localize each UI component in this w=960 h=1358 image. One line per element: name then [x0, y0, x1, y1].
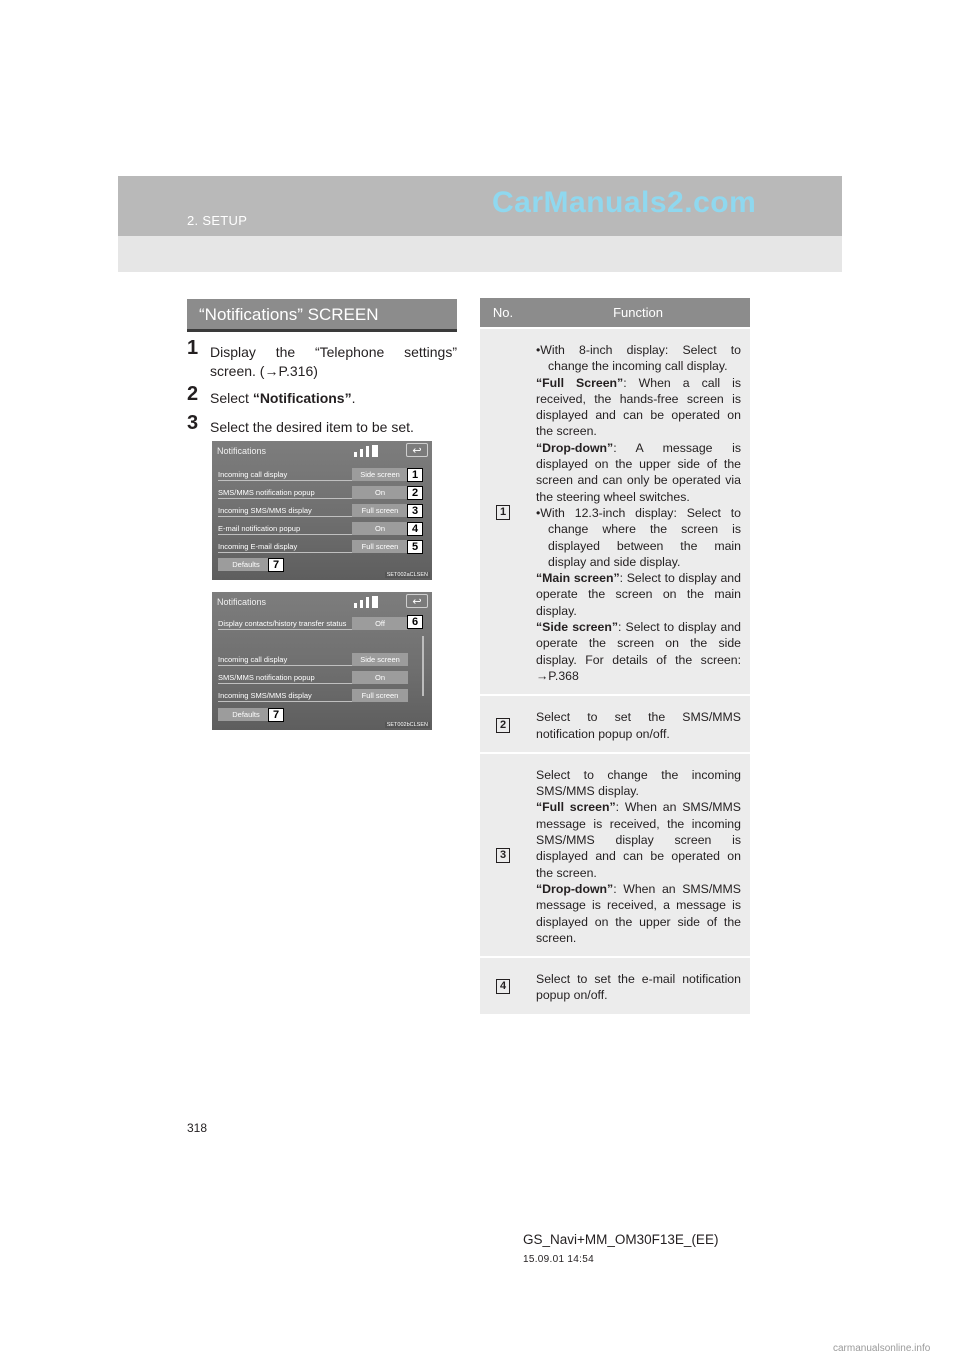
callout-tag: 1: [407, 468, 423, 482]
callout-tag: 5: [407, 540, 423, 554]
step-number: 1: [187, 337, 199, 359]
setting-label: Incoming call display: [218, 469, 352, 481]
back-icon[interactable]: ↩: [406, 443, 428, 457]
setting-row[interactable]: [216, 468, 426, 481]
setting-value[interactable]: On: [352, 522, 408, 535]
row-number: 4: [496, 979, 510, 994]
table-row: [480, 328, 750, 695]
setting-value[interactable]: Side screen: [352, 468, 408, 481]
setting-row[interactable]: [216, 689, 426, 702]
step-number: 2: [187, 383, 199, 405]
defaults-button[interactable]: Defaults: [218, 558, 274, 571]
figure-code: SET002aCLSEN: [386, 572, 428, 578]
setting-value[interactable]: On: [352, 671, 408, 684]
footer-timestamp: 15.09.01 14:54: [523, 1254, 594, 1265]
setting-label: SMS/MMS notification popup: [218, 672, 352, 684]
setting-row[interactable]: [216, 504, 426, 517]
section-heading: “Notifications” SCREEN: [187, 299, 457, 332]
setting-label: Display contacts/history transfer status: [218, 618, 352, 630]
setting-label: Incoming SMS/MMS display: [218, 690, 352, 702]
setting-row[interactable]: [216, 540, 426, 553]
page-number: 318: [187, 1121, 208, 1135]
column-header-no: No.: [480, 298, 526, 328]
back-icon[interactable]: ↩: [406, 594, 428, 608]
callout-tag: 7: [268, 708, 284, 722]
figure-code: SET002bCLSEN: [386, 722, 428, 728]
footer-code: GS_Navi+MM_OM30F13E_(EE): [523, 1232, 719, 1247]
callout-tag: 3: [407, 504, 423, 518]
function-cell: •With 8-inch display: Select to change the incoming call display. “Full Screen”: When a call is received, the hands-free screen is displayed and can be operated on the screen. “Drop-down”: A message is displayed on the upper side of the screen and can only be operated via the steering wheel switches. •With 12.3-inch display: Select to change where the screen is displayed between the main display and side display. “Main screen”: Select to display and operate the screen on the main display. “Side screen”: Select to display and operate the screen on the side display. For details of the screen: →P.368: [526, 328, 750, 695]
setting-label: Incoming E-mail display: [218, 541, 352, 553]
defaults-button[interactable]: Defaults: [218, 708, 274, 721]
setting-row[interactable]: [216, 617, 426, 630]
setting-value[interactable]: Full screen: [352, 504, 408, 517]
screen-title: Notifications: [217, 597, 267, 607]
notifications-screenshot-b: [212, 592, 432, 730]
step-3: [187, 412, 457, 437]
step-text: Select “Notifications”.: [210, 390, 356, 406]
step-number: 3: [187, 412, 199, 434]
setting-row[interactable]: [216, 486, 426, 499]
row-number: 3: [496, 848, 510, 863]
step-2: [187, 383, 457, 408]
callout-tag: 4: [407, 522, 423, 536]
step-text: Select the desired item to be set.: [210, 419, 414, 435]
notifications-screenshot-a: [212, 441, 432, 580]
step-text: Display the “Telephone settings” screen. (→P.316): [210, 344, 457, 379]
site-watermark: carmanualsonline.info: [833, 1343, 931, 1354]
setting-row[interactable]: [216, 653, 426, 666]
function-cell: Select to change the incoming SMS/MMS display. “Full screen”: When an SMS/MMS message is received, the incoming SMS/MMS display screen is displayed and can be operated on the screen. “Drop-down”: When an SMS/MMS message is received, a message is displayed on the upper side of the screen.: [526, 753, 750, 957]
setting-row[interactable]: [216, 522, 426, 535]
setting-row[interactable]: [216, 671, 426, 684]
setting-value[interactable]: Full screen: [352, 689, 408, 702]
step-1: [187, 337, 457, 381]
setting-value[interactable]: Off: [352, 617, 408, 630]
scrollbar[interactable]: [422, 636, 424, 696]
row-number: 2: [496, 718, 510, 733]
callout-tag: 2: [407, 486, 423, 500]
watermark-logo: CarManuals2.com: [492, 186, 757, 219]
row-number: 1: [496, 505, 510, 520]
table-row: [480, 957, 750, 1014]
column-header-function: Function: [526, 298, 750, 328]
setting-value[interactable]: Side screen: [352, 653, 408, 666]
status-icons: [354, 445, 396, 457]
callout-tag: 6: [407, 615, 423, 629]
callout-tag: 7: [268, 558, 284, 572]
table-row: [480, 753, 750, 957]
setting-value[interactable]: Full screen: [352, 540, 408, 553]
table-row: [480, 695, 750, 753]
setting-label: E-mail notification popup: [218, 523, 352, 535]
setting-label: SMS/MMS notification popup: [218, 487, 352, 499]
setting-value[interactable]: On: [352, 486, 408, 499]
setting-label: Incoming SMS/MMS display: [218, 505, 352, 517]
header-sub-band: [118, 236, 842, 272]
screen-title: Notifications: [217, 446, 267, 456]
section-label: 2. SETUP: [187, 213, 248, 228]
function-cell: Select to set the e-mail notification popup on/off.: [526, 957, 750, 1014]
setting-label: Incoming call display: [218, 654, 352, 666]
status-icons: [354, 596, 396, 608]
function-cell: Select to set the SMS/MMS notification popup on/off.: [526, 695, 750, 753]
function-table: [480, 298, 750, 1014]
